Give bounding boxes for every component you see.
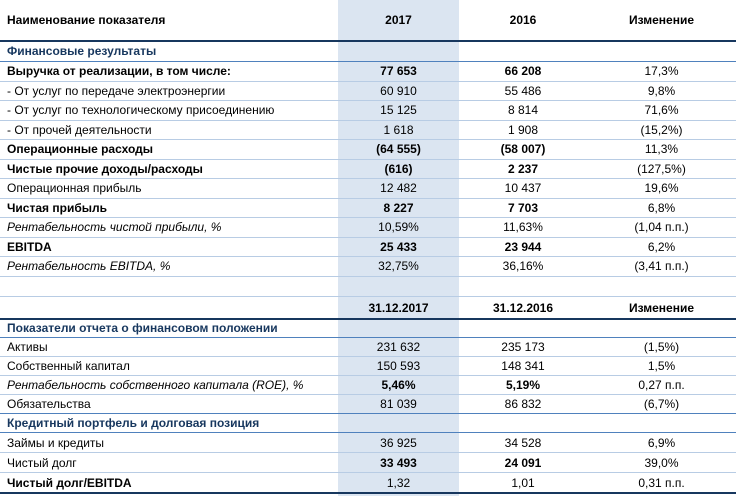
row-label: Чистые прочие доходы/расходы [7,161,203,176]
value-change: 0,27 п.п. [638,378,685,392]
table-row [0,218,736,237]
row-label: Рентабельность EBITDA, % [7,259,171,274]
table-row [0,376,736,394]
table-row [0,82,736,101]
value-2017: (64 555) [376,142,421,157]
table-row [0,357,736,375]
value-2017: 36 925 [380,435,417,450]
table-row [0,140,736,159]
value-change: 6,9% [647,435,676,450]
row-label: Чистая прибыль [7,200,107,215]
value-2017: 1,32 [386,475,411,490]
value-2017: 150 593 [376,359,421,373]
value-2016: 235 173 [501,340,545,354]
value-change: (3,41 п.п.) [634,259,689,274]
value-2017: 15 125 [380,103,417,118]
value-2016: 66 208 [504,64,542,79]
row-label: Чистый долг/EBITDA [7,475,132,490]
value-2016: 1,01 [511,475,535,490]
row-label: - От услуг по передаче электроэнергии [7,83,226,98]
section-title: Финансовые результаты [7,44,157,58]
table-row [0,199,736,218]
value-2017: 77 653 [380,64,417,79]
value-2017: 8 227 [383,200,414,215]
value-2016: 55 486 [504,83,542,98]
row-label: Операционная прибыль [7,181,142,196]
value-2016: 8 814 [507,103,539,118]
row-label: - От услуг по технологическому присоединению [7,103,275,118]
header-2017: 2017 [385,13,412,27]
header-name: Наименование показателя [7,13,166,27]
row-label: Рентабельность чистой прибыли, % [7,220,222,235]
value-change: 39,0% [644,455,679,470]
value-change: 1,5% [647,359,676,373]
value-2016: 2 237 [507,161,539,176]
row-label: Собственный капитал [7,359,130,373]
row-label: Активы [7,340,48,354]
value-change: 9,8% [647,83,676,98]
value-2016: 148 341 [501,359,545,373]
table-header-2 [0,297,736,318]
header-change: Изменение [628,13,695,27]
section-financial-results [0,41,736,61]
value-change: 17,3% [644,64,679,79]
value-2016: (58 007) [500,142,546,157]
value-change: 0,31 п.п. [638,475,685,490]
table-row [0,433,736,452]
table-row [0,257,736,276]
value-change: 6,2% [647,239,676,254]
value-2017: 5,46% [381,378,416,392]
table-row [0,338,736,356]
divider [0,276,736,277]
value-2017: 81 039 [380,397,417,411]
value-change: (1,04 п.п.) [634,220,689,235]
table-row [0,238,736,257]
value-change: 71,6% [644,103,679,118]
value-2017: (616) [384,161,413,176]
header-change-2: Изменение [628,300,695,315]
header-2016: 2016 [509,13,537,27]
section-title: Показатели отчета о финансовом положении [7,321,278,335]
value-2016: 1 908 [507,122,539,137]
table-header [0,0,736,40]
value-2016: 23 944 [504,239,542,254]
value-change: (15,2%) [640,122,683,137]
value-2017: 12 482 [380,181,417,196]
value-2016: 7 703 [507,200,539,215]
value-2016: 10 437 [504,181,542,196]
value-2017: 1 618 [383,122,414,137]
value-change: 19,6% [644,181,679,196]
row-label: Чистый долг [7,455,77,470]
value-change: (127,5%) [637,161,686,176]
value-2016: 36,16% [502,259,544,274]
value-2016: 86 832 [504,397,542,411]
value-2017: 60 910 [380,83,417,98]
table-row [0,473,736,492]
row-label: Выручка от реализации, в том числе: [7,64,231,79]
value-change: (1,5%) [643,340,680,354]
value-change: 6,8% [647,200,676,215]
value-2016: 34 528 [504,435,542,450]
row-label: EBITDA [7,239,52,254]
value-2017: 33 493 [380,455,417,470]
value-2017: 10,59% [378,220,419,235]
value-2017: 231 632 [376,340,421,354]
table-row [0,179,736,198]
header-date-2016: 31.12.2016 [492,300,554,315]
table-row [0,62,736,81]
header-date-2017: 31.12.2017 [368,300,429,315]
row-label: Операционные расходы [7,142,154,157]
row-label: Займы и кредиты [7,435,105,450]
table-row [0,160,736,179]
value-2017: 32,75% [378,259,419,274]
table-row [0,121,736,140]
value-change: (6,7%) [643,397,680,411]
table-row [0,453,736,472]
row-label: Обязательства [7,397,91,411]
value-change: 11,3% [644,142,679,157]
section-credit-portfolio [0,414,736,432]
row-label: Рентабельность собственного капитала (ROE), % [7,378,304,392]
divider [0,492,736,494]
section-title: Кредитный портфель и долговая позиция [7,416,260,430]
table-row [0,395,736,413]
table-row [0,101,736,120]
row-label: - От прочей деятельности [7,122,152,137]
section-financial-position [0,319,736,337]
value-2017: 25 433 [380,239,417,254]
value-2016: 11,63% [503,220,543,235]
value-2016: 5,19% [505,378,541,392]
value-2016: 24 091 [504,455,542,470]
